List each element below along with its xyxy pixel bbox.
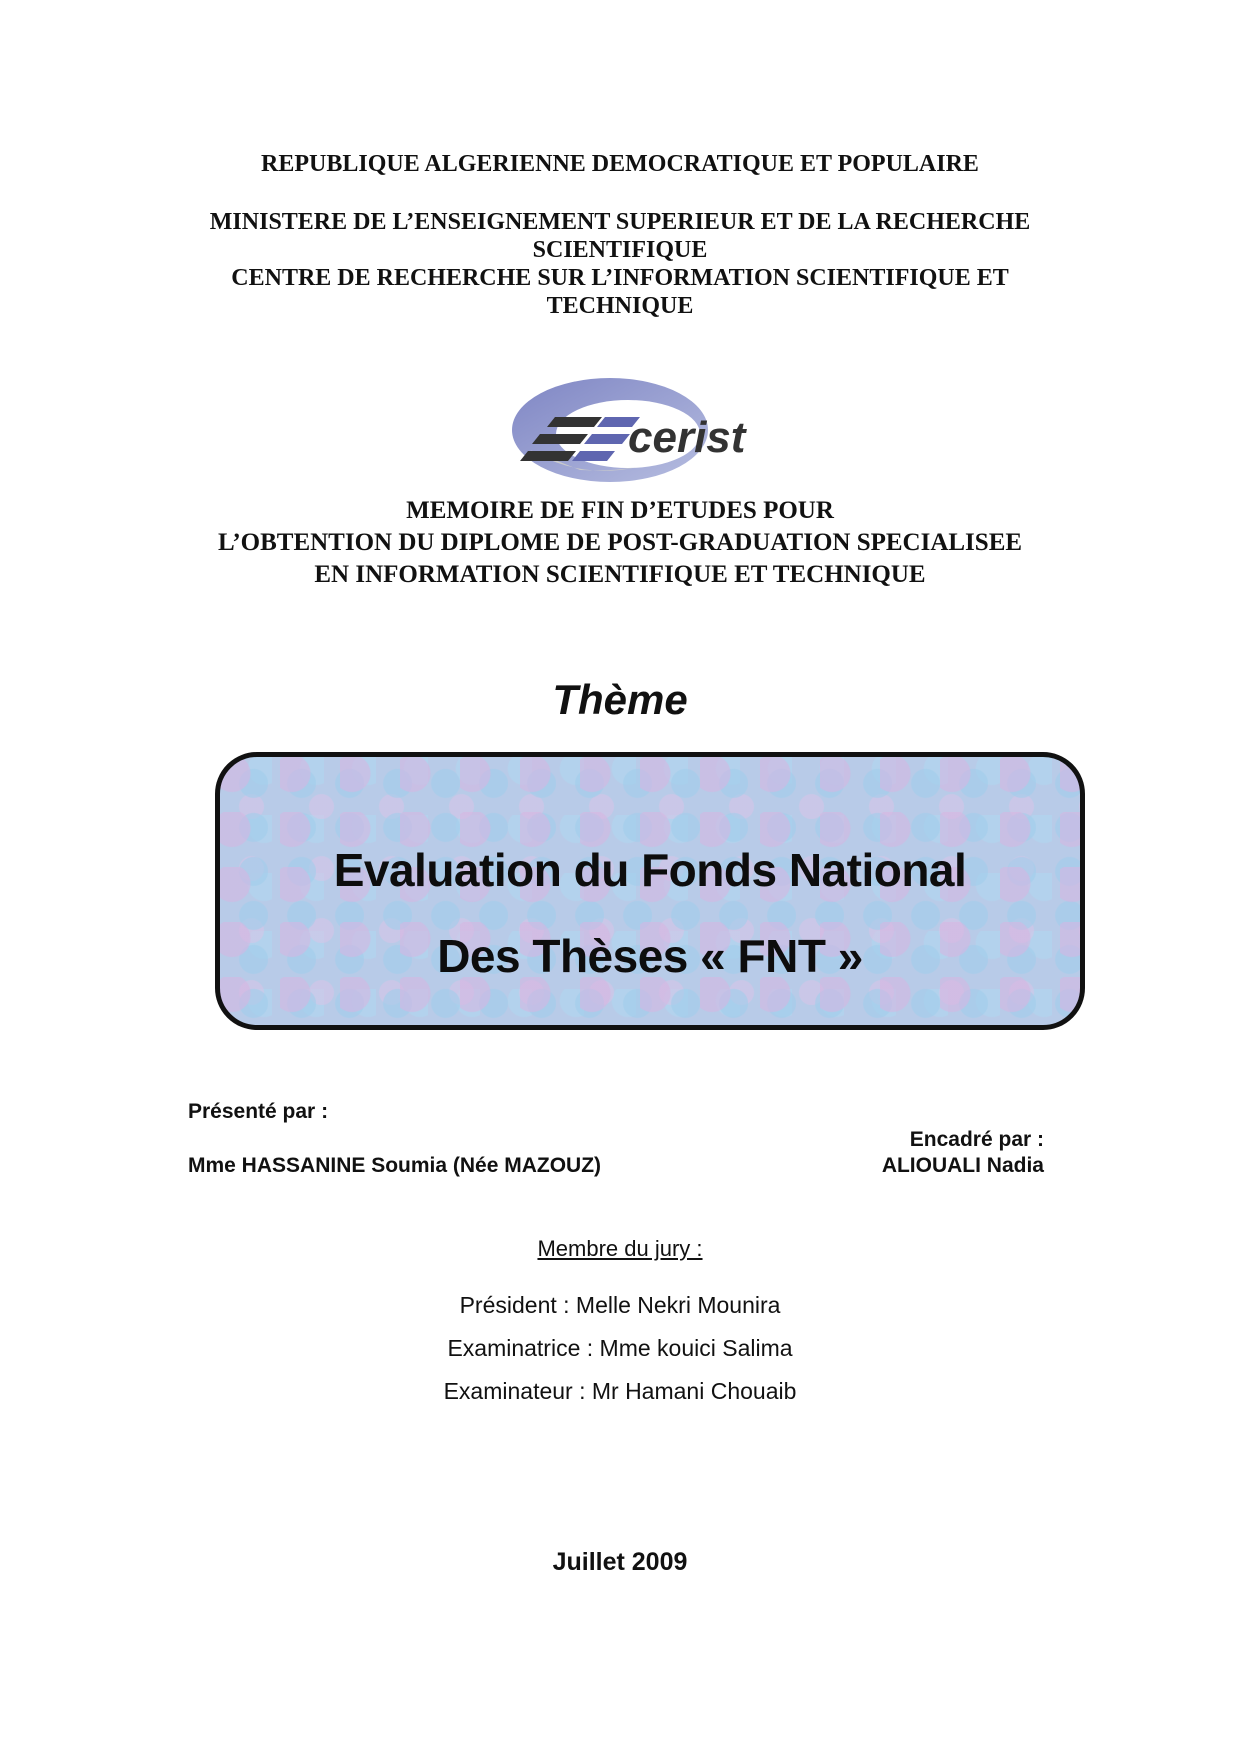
cerist-logo-text: cerist bbox=[628, 413, 746, 462]
jury-member: Examinatrice : Mme kouici Salima bbox=[447, 1335, 793, 1361]
memoire-block bbox=[0, 495, 1240, 591]
theme-label: Thème bbox=[552, 676, 688, 723]
jury-member: Président : Melle Nekri Mounira bbox=[459, 1292, 781, 1318]
submission-date: Juillet 2009 bbox=[552, 1548, 688, 1576]
presenter-name: Mme HASSANINE Soumia (Née MAZOUZ) bbox=[188, 1154, 602, 1177]
jury-member: Examinateur : Mr Hamani Chouaib bbox=[443, 1378, 797, 1404]
cerist-logo bbox=[510, 372, 790, 490]
supervisor-name: ALIOUALI Nadia bbox=[881, 1154, 1044, 1177]
supervised-by-label: Encadré par : bbox=[909, 1128, 1044, 1151]
republic-heading: REPUBLIQUE ALGERIENNE DEMOCRATIQUE ET POPULAIRE bbox=[261, 151, 979, 177]
ministry-line: SCIENTIFIQUE bbox=[532, 237, 708, 263]
memoire-line: L’OBTENTION DU DIPLOME DE POST-GRADUATION SPECIALISEE bbox=[217, 529, 1023, 556]
center-line: TECHNIQUE bbox=[546, 293, 694, 319]
presented-by-label: Présenté par : bbox=[188, 1100, 329, 1123]
memoire-line: EN INFORMATION SCIENTIFIQUE ET TECHNIQUE bbox=[314, 561, 926, 588]
theme-title-line: Des Thèses « FNT » bbox=[437, 930, 863, 982]
theme-title-box bbox=[215, 752, 1085, 1030]
jury-title: Membre du jury : bbox=[537, 1236, 703, 1261]
memoire-line: MEMOIRE DE FIN D’ETUDES POUR bbox=[406, 497, 834, 524]
center-line: CENTRE DE RECHERCHE SUR L’INFORMATION SCIENTIFIQUE ET bbox=[231, 265, 1009, 291]
ministry-line: MINISTERE DE L’ENSEIGNEMENT SUPERIEUR ET DE LA RECHERCHE bbox=[209, 209, 1031, 235]
theme-title-line: Evaluation du Fonds National bbox=[333, 844, 967, 896]
ministry-block bbox=[0, 208, 1240, 320]
